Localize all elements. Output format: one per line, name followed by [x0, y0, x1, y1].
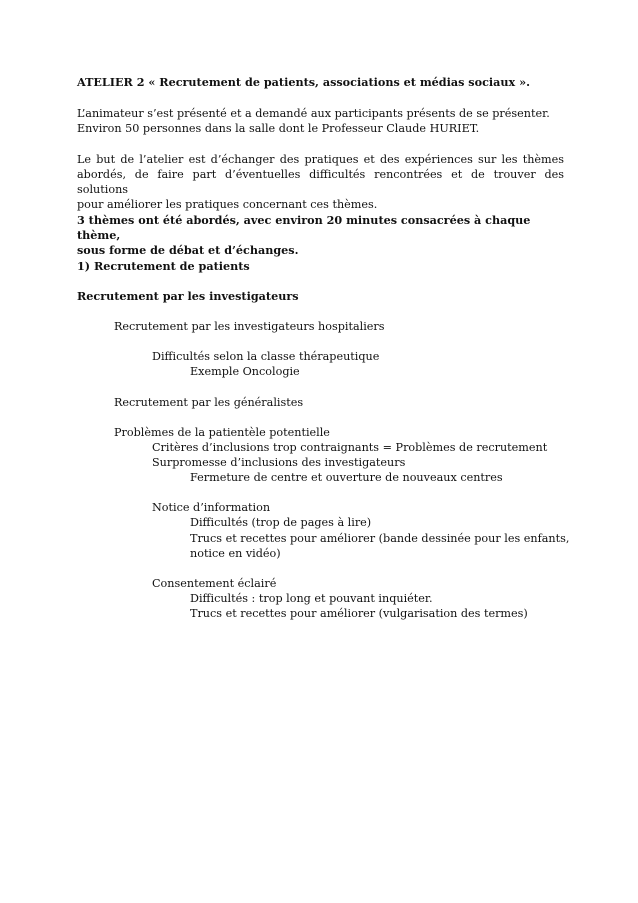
purpose-line: pour améliorer les pratiques concernant ces thèmes.	[77, 198, 378, 211]
outline-item-notice-tips: Trucs et recettes pour améliorer (bande dessinée pour les enfants,	[190, 532, 570, 545]
outline-item-patient-pool: Problèmes de la patientèle potentielle	[114, 426, 330, 439]
outline-item-notice: Notice d’information	[152, 501, 271, 514]
outline-item-gp: Recrutement par les généralistes	[114, 396, 304, 409]
outline-item-consent: Consentement éclairé	[152, 577, 277, 590]
section-heading: 1) Recrutement de patients	[77, 259, 250, 273]
document-title: ATELIER 2 « Recrutement de patients, associations et médias sociaux ».	[77, 75, 530, 89]
purpose-line: abordés, de faire part d’éventuelles difficultés rencontrées et de trouver des solutions	[77, 168, 564, 196]
outline-item-consent-tips: Trucs et recettes pour améliorer (vulgarisation des termes)	[190, 607, 528, 620]
intro-line: Environ 50 personnes dans la salle dont le Professeur Claude HURIET.	[77, 122, 480, 135]
outline-item-therapeutic-class: Difficultés selon la classe thérapeutique	[152, 350, 380, 363]
themes-line: sous forme de débat et d’échanges.	[77, 243, 299, 257]
purpose-paragraph	[77, 152, 564, 212]
outline-item-notice-tips-continued: notice en vidéo)	[190, 547, 281, 560]
intro-paragraph	[77, 106, 564, 136]
themes-line: 3 thèmes ont été abordés, avec environ 20 minutes consacrées à chaque thème,	[77, 213, 531, 242]
outline-item-notice-difficulty: Difficultés (trop de pages à lire)	[190, 516, 372, 529]
outline-item-closure: Fermeture de centre et ouverture de nouveaux centres	[190, 471, 503, 484]
outline-item-oncology: Exemple Oncologie	[190, 365, 300, 378]
outline-item-consent-difficulty: Difficultés : trop long et pouvant inquiéter.	[190, 592, 433, 605]
themes-paragraph	[77, 213, 564, 258]
intro-line: L’animateur s’est présenté et a demandé aux participants présents de se présenter.	[77, 107, 550, 120]
subsection-heading: Recrutement par les investigateurs	[77, 289, 299, 303]
outline-item-hospital: Recrutement par les investigateurs hospitaliers	[114, 320, 385, 333]
outline-item-overpromise: Surpromesse d’inclusions des investigateurs	[152, 456, 406, 469]
outline-item-criteria: Critères d’inclusions trop contraignants = Problèmes de recrutement	[152, 441, 548, 454]
purpose-line: Le but de l’atelier est d’échanger des pratiques et des expériences sur les thèmes	[77, 153, 564, 166]
